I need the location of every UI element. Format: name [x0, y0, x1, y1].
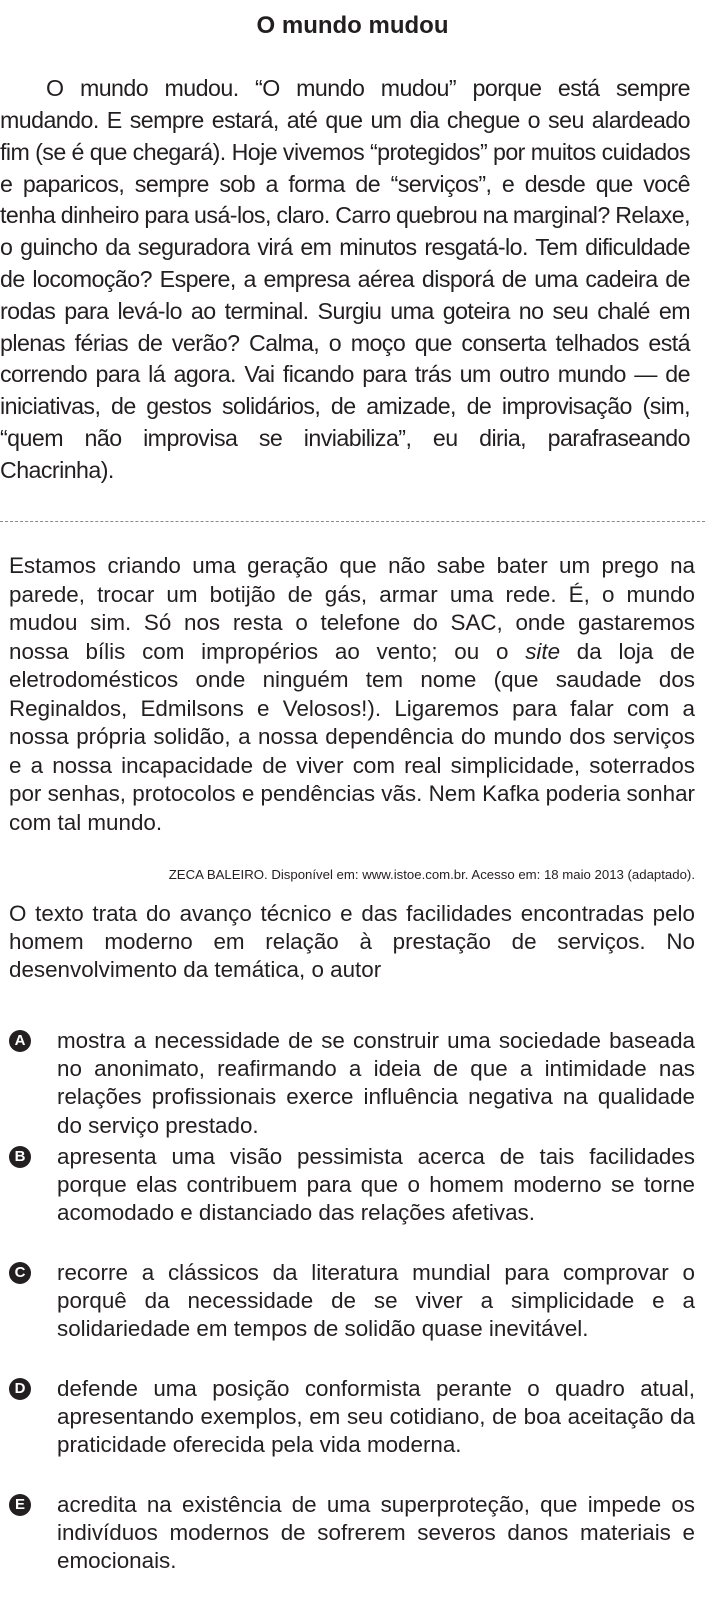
paragraph-1-text: O mundo mudou. “O mundo mudou” porque está sempre mudando. E sempre estará, até que um dia chegue o seu alardeado fim (se é que chegará). Hoje vivemos “protegidos” por muitos cuidados e paparicos, sempre sob a forma de “serviços”, e desde que você tenha dinheiro para usá-los, claro. Carro quebrou na marginal? Relaxe, o guincho da seguradora virá em minutos resgatá-lo. Tem dificuldade de locomoção? Espere, a empresa aérea disporá de uma cadeira de rodas para levá-lo ao terminal. Surgiu uma goteira no seu chalé em plenas férias de verão? Calma, o moço que conserta telhados está correndo para lá agora. Vai ficando para trás um outro mundo — de iniciativas, de gestos solidários, de amizade, de improvisação (sim, “quem não improvisa se inviabiliza”, eu diria, parafraseando Chacrinha). [0, 75, 690, 483]
option-e-text: acredita na existência de uma superproteção, que impede os indivíduos modernos de sofrerem severos danos materiais e emocionais. [57, 1492, 695, 1574]
source-citation: ZECA BALEIRO. Disponível em: www.istoe.com.br. Acesso em: 18 maio 2013 (adaptado). [168, 867, 695, 882]
option-b-letter-icon: B [9, 1146, 31, 1168]
option-a-text: mostra a necessidade de se construir uma sociedade baseada no anonimato, reafirmando a ideia de que a intimidade nas relações profissionais exerce influência negativa na qualidade do serviço prestado. [57, 1028, 695, 1138]
option-c-letter-icon: C [9, 1262, 31, 1284]
paragraph-2-italic-word: site [525, 638, 561, 664]
question-stem: O texto trata do avanço técnico e das facilidades encontradas pelo homem moderno em relação à prestação de serviços. No desenvolvimento da temática, o autor [9, 901, 695, 983]
text-paragraph-2 [9, 552, 695, 837]
option-e-letter-icon: E [9, 1494, 31, 1516]
option-c-text: recorre a clássicos da literatura mundial para comprovar o porquê da necessidade de se viver a simplicidade e a solidariedade em tempos de solidão quase inevitável. [57, 1260, 695, 1342]
option-d-letter-icon: D [9, 1378, 31, 1400]
text-paragraph-1 [0, 73, 690, 486]
text-title: O mundo mudou [256, 12, 449, 39]
paragraph-2-text-end: da loja de eletrodomésticos onde ninguém tem nome (que saudade dos Reginaldos, Edmilsons e Velosos!). Ligaremos para falar com a nossa própria solidão, a nossa dependência do mundo dos serviços e a nossa incapacidade de viver com real simplicidade, soterrados por senhas, protocolos e pendências vãs. Nem Kafka poderia sonhar com tal mundo. [9, 638, 695, 835]
option-a-letter-icon: A [9, 1030, 31, 1052]
paragraph-2-text-start: Estamos criando uma geração que não sabe bater um prego na parede, trocar um botijão de gás, armar uma rede. É, o mundo mudou sim. Só nos resta o telefone do SAC, onde gastaremos nossa bílis com impropérios ao vento; ou o [9, 553, 695, 664]
option-b-text: apresenta uma visão pessimista acerca de tais facilidades porque elas contribuem para que o homem moderno se torne acomodado e distanciado das relações afetivas. [57, 1144, 695, 1226]
page-divider [0, 521, 705, 522]
option-d-text: defende uma posição conformista perante o quadro atual, apresentando exemplos, em seu cotidiano, de boa aceitação da praticidade oferecida pela vida moderna. [57, 1376, 695, 1458]
